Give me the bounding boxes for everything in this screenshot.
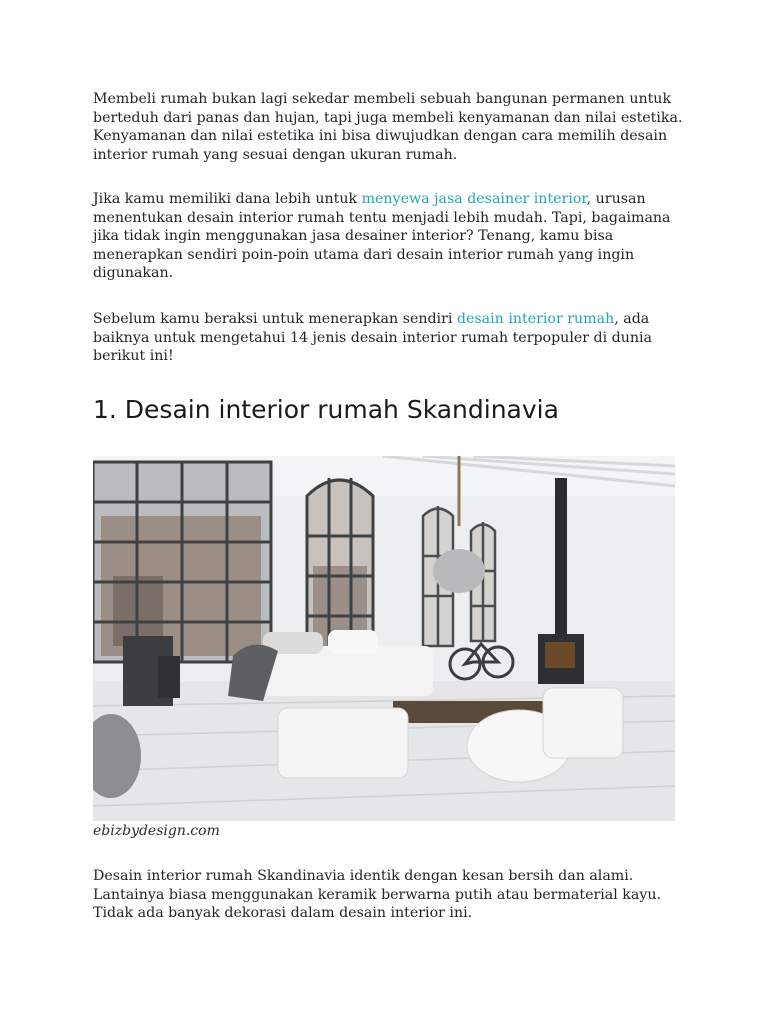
paragraph-text: Jika kamu memiliki dana lebih untuk xyxy=(93,191,362,207)
intro-paragraph-2 xyxy=(93,190,683,283)
paragraph-text: , ada baiknya untuk mengetahui 14 jenis desain interior rumah terpopuler di dunia berikut ini! xyxy=(93,311,653,365)
scandinavian-interior-photo xyxy=(93,456,675,821)
section-heading-skandinavia: 1. Desain interior rumah Skandinavia xyxy=(93,395,559,424)
paragraph-text: Sebelum kamu beraksi untuk menerapkan sendiri xyxy=(93,311,457,327)
left-window xyxy=(93,462,271,662)
middle-window xyxy=(307,478,373,656)
section-body-paragraph: Desain interior rumah Skandinavia identik dengan kesan bersih dan alami. Lantainya biasa menggunakan keramik berwarna putih atau bermaterial kayu. Tidak ada banyak dekorasi dalam desain interior ini. xyxy=(93,868,662,922)
intro-paragraph-3 xyxy=(93,310,683,366)
link-menyewa-jasa-desainer-interior[interactable]: menyewa jasa desainer interior xyxy=(361,191,587,207)
intro-paragraph-1: Membeli rumah bukan lagi sekedar membeli sebuah bangunan permanen untuk berteduh dari panas dan hujan, tapi juga membeli kenyamanan dan nilai estetika. Kenyamanan dan nilai estetika ini bisa diwujudkan dengan cara memilih desain interior rumah yang sesuai dengan ukuran rumah. xyxy=(93,91,683,163)
link-desain-interior-rumah[interactable]: desain interior rumah xyxy=(456,311,615,327)
image-caption: ebizbydesign.com xyxy=(93,823,220,839)
interior-illustration xyxy=(93,456,675,821)
paragraph-text: , urusan menentukan desain interior rumah tentu menjadi lebih mudah. Tapi, bagaimana jika tidak ingin menggunakan jasa desainer interior? Tenang, kamu bisa menerapkan sendiri poin-poin utama dari desain interior rumah yang ingin digunakan. xyxy=(93,191,671,282)
